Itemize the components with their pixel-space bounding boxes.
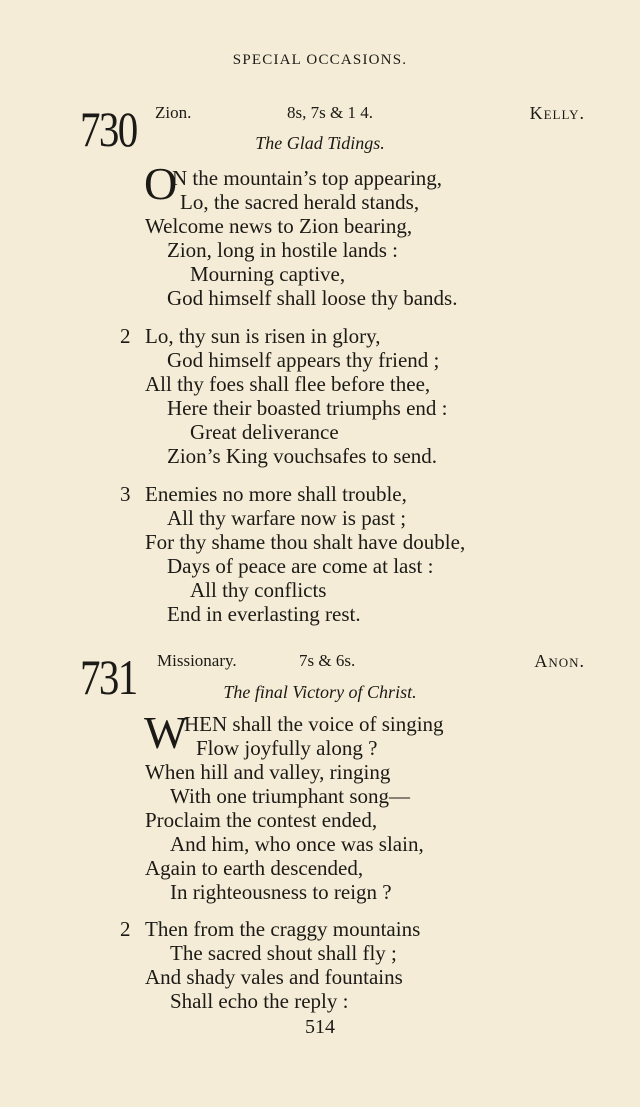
verse-line: The sacred shout shall fly ;	[170, 941, 397, 965]
verse-line: Lo, thy sun is risen in glory,	[145, 324, 381, 348]
hymn-title: The Glad Tidings.	[255, 133, 385, 153]
verse-line: Again to earth descended,	[145, 856, 364, 880]
hymn-number: 731	[80, 649, 137, 705]
verse-line: In righteousness to reign ?	[170, 880, 392, 904]
verse-line: Proclaim the contest ended,	[145, 808, 378, 832]
verse-line: Welcome news to Zion bearing,	[145, 214, 413, 238]
verse-line: And him, who once was slain,	[170, 832, 424, 856]
verse-line: All thy conflicts	[190, 578, 327, 602]
verse-line: Then from the craggy mountains	[145, 917, 421, 941]
verse-line: Mourning captive,	[190, 262, 346, 286]
stanza-number: 3	[120, 482, 131, 506]
verse-line: Here their boasted triumphs end :	[167, 396, 448, 420]
tune-name: Zion.	[155, 103, 192, 122]
stanza-number: 2	[120, 324, 131, 348]
verse-line: God himself shall loose thy bands.	[167, 286, 458, 310]
verse-line: With one triumphant song—	[170, 784, 411, 808]
verse-line: Zion, long in hostile lands :	[167, 238, 398, 262]
verse-line: Zion’s King vouchsafes to send.	[167, 444, 438, 468]
tune-name: Missionary.	[157, 651, 237, 670]
hymn-title: The final Victory of Christ.	[223, 682, 417, 702]
verse-line: Days of peace are come at last :	[167, 554, 434, 578]
verse-line: All thy foes shall flee before thee,	[145, 372, 431, 396]
meter: 7s & 6s.	[299, 651, 356, 670]
verse-line: Lo, the sacred herald stands,	[180, 190, 420, 214]
verse-line: Shall echo the reply :	[170, 989, 349, 1013]
verse-line: HEN shall the voice of singing	[184, 712, 444, 736]
verse-line: Enemies no more shall trouble,	[145, 482, 407, 506]
author: Anon.	[534, 651, 585, 671]
verse-line: God himself appears thy friend ;	[167, 348, 440, 372]
meter: 8s, 7s & 1 4.	[287, 103, 373, 122]
verse-line: N the mountain’s top appearing,	[172, 166, 443, 190]
page-number: 514	[305, 1016, 335, 1038]
stanza-number: 2	[120, 917, 131, 941]
running-header: SPECIAL OCCASIONS.	[232, 52, 408, 68]
verse-line: Great deliverance	[190, 420, 339, 444]
drop-cap: W	[144, 707, 188, 758]
verse-line: Flow joyfully along ?	[196, 736, 378, 760]
verse-line: End in everlasting rest.	[167, 602, 361, 626]
verse-line: And shady vales and fountains	[145, 965, 403, 989]
hymn-number: 730	[80, 101, 137, 157]
verse-line: For thy shame thou shalt have double,	[145, 530, 466, 554]
drop-cap: O	[144, 158, 178, 209]
verse-line: When hill and valley, ringing	[145, 760, 391, 784]
verse-line: All thy warfare now is past ;	[167, 506, 407, 530]
author: Kelly.	[529, 103, 585, 123]
